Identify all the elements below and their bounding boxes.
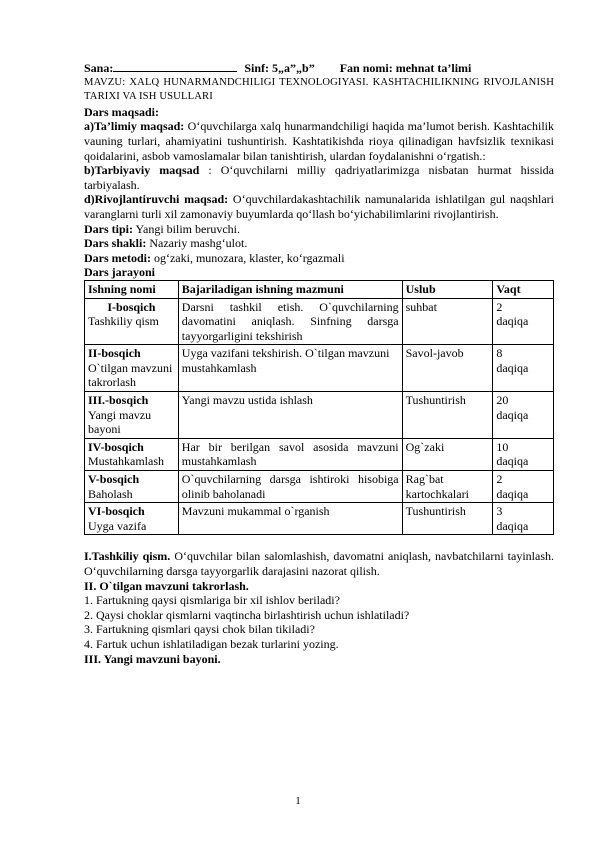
lesson-form [84,236,554,251]
section-organizational [84,549,554,578]
method-cell: Tushuntirish [402,503,493,535]
lesson-method-value: og‘zaki, munozara, klaster, ko‘rgazmali [150,250,345,265]
lesson-method-label: Dars metodi: [84,250,151,265]
stage-title: IV-bosqich [88,439,144,454]
stage-cell [85,503,179,535]
content-cell: Mavzuni mukammal o`rganish [178,503,402,535]
section-new-topic-title: III. Yangi mavzuni bayoni. [84,651,221,666]
stage-name: Tashkiliy qism [88,314,159,329]
goals-title: Dars maqsadi: [84,104,160,119]
review-question: 1. Fartukning qaysi qismlariga bir xil ishlov beriladi? [84,593,340,608]
table-row [85,392,554,439]
column-header: Vaqt [493,280,554,298]
review-question: 2. Qaysi choklar qismlarni vaqtincha birlashtirish uchun ishlatiladi? [84,607,410,622]
table-row [85,298,554,345]
stage-title: I-bosqich [107,299,156,314]
lesson-form-value: Nazariy mashg‘ulot. [146,236,248,251]
time-value: 3 [496,504,503,519]
goal-d-text: O‘quvchilardakashtachilik namunalarida ishlatilgan gul naqshlari varanglarni turli xil zamonaviy buyumlarda qo‘llash bo‘yichabilimlarini rivojlantirish. [84,192,554,221]
stage-title: II-bosqich [88,346,141,361]
goal-a-label: a)Ta’limiy maqsad: [84,119,185,134]
stage-title: VI-bosqich [88,504,145,519]
stage-cell [85,298,179,345]
method-cell: Og`zaki [402,438,493,470]
header-line [84,60,554,76]
content-cell: Yangi mavzu ustida ishlash [178,392,402,439]
stage-cell [85,345,179,392]
class-label: Sinf: 5„a”„b” [244,61,315,75]
stage-name: O`tilgan mavzuni takrorlash [88,360,173,390]
goal-a [84,119,554,163]
time-value: 20 [496,393,509,408]
time-cell [493,392,554,439]
stage-name: Yangi mavzu bayoni [88,407,152,437]
section-review-title: II. O`tilgan mavzuni takrorlash. [84,578,249,593]
stage-cell [85,392,179,439]
date-blank [113,60,237,72]
stage-cell [85,438,179,470]
stage-name: Uyga vazifa [88,518,147,533]
lesson-process-title: Dars jarayoni [84,265,155,280]
table-header-row [85,280,554,298]
lesson-type-label: Dars tipi: [84,221,133,236]
subject-label: Fan nomi: mehnat ta’limi [339,61,472,75]
method-cell: Tushuntirish [402,392,493,439]
stage-title: III.-bosqich [88,393,149,408]
time-unit: daqiqa [496,486,529,501]
content-cell: O`quvchilarning darsga ishtiroki hisobiga olinib baholanadi [178,471,402,503]
page-number: 1 [295,795,301,807]
content-cell: Har bir berilgan savol asosida mavzuni mustahkamlash [178,438,402,470]
stage-name: Baholash [88,486,133,501]
document-content [84,60,554,666]
time-value: 2 [496,472,503,487]
stage-cell [85,471,179,503]
time-cell [493,438,554,470]
section-organizational-text: O‘quvchilar bilan salomlashish, davomatni aniqlash, navbatchilarni tayinlash. O‘quvchilarning darsga tayyorgarlik darajasini nazorat qilish. [84,549,555,578]
table-row [85,471,554,503]
topic-heading: MAVZU: XALQ HUNARMANDCHILIGI TEXNOLOGIYASI. KASHTACHILIKNING RIVOJLANISH TARIXI VA ISH USULLARI [84,76,554,103]
goal-d [84,192,554,221]
stage-title: V-bosqich [88,472,140,487]
lesson-form-label: Dars shakli: [84,236,147,251]
time-unit: daqiqa [496,360,529,375]
goal-b-label: b)Tarbiyaviy maqsad [84,163,200,178]
goal-b-text: : O‘quvchilarni milliy qadriyatlarimizga nisbatan hurmat hissida tarbiyalash. [84,163,554,192]
time-unit: daqiqa [496,314,529,329]
content-cell: Darsni tashkil etish. O`quvchilarning davomatini aniqlash. Sinfning darsga tayyorgarligini tekshirish [178,298,402,345]
content-cell: Uyga vazifani tekshirish. O`tilgan mavzuni mustahkamlash [178,345,402,392]
time-unit: daqiqa [496,454,529,469]
method-cell: Savol-javob [402,345,493,392]
review-question: 4. Fartuk uchun ishlatiladigan bezak turlarini yozing. [84,636,339,651]
time-unit: daqiqa [496,407,529,422]
method-cell: suhbat [402,298,493,345]
table-row [85,345,554,392]
column-header: Uslub [402,280,493,298]
goal-d-label: d)Rivojlantiruvchi maqsad: [84,192,229,207]
lesson-type [84,222,554,237]
time-value: 8 [496,346,503,361]
goal-a-text: O‘quvchilarga xalq hunarmandchiligi haqida ma’lumot berish. Kashtachilik vauning turlari, ahamiyatini tushuntirish. Kashtatikishda rioya qilinadigan havfsizlik texnikasi qoidalarini, asbob vamoslamalar bilan tanishtirish, ulardan foydalanishni o‘rgatish.: [84,119,555,163]
date-label: Sana: [84,61,114,75]
time-unit: daqiqa [496,518,529,533]
time-value: 2 [496,299,503,314]
lesson-plan-table [84,280,554,536]
column-header: Ishning nomi [85,280,179,298]
time-cell [493,503,554,535]
time-cell [493,471,554,503]
goal-b [84,163,554,192]
time-value: 10 [496,439,509,454]
table-row [85,503,554,535]
column-header: Bajariladigan ishning mazmuni [178,280,402,298]
section-organizational-label: I.Tashkiliy qism. [84,549,171,564]
time-cell [493,298,554,345]
table-row [85,438,554,470]
time-cell [493,345,554,392]
stage-name: Mustahkamlash [88,454,164,469]
review-question: 3. Fartukning qismlari qaysi chok bilan tikiladi? [84,622,315,637]
lesson-method [84,251,554,266]
lesson-type-value: Yangi bilim beruvchi. [133,221,240,236]
method-cell: Rag`bat kartochkalari [402,471,493,503]
